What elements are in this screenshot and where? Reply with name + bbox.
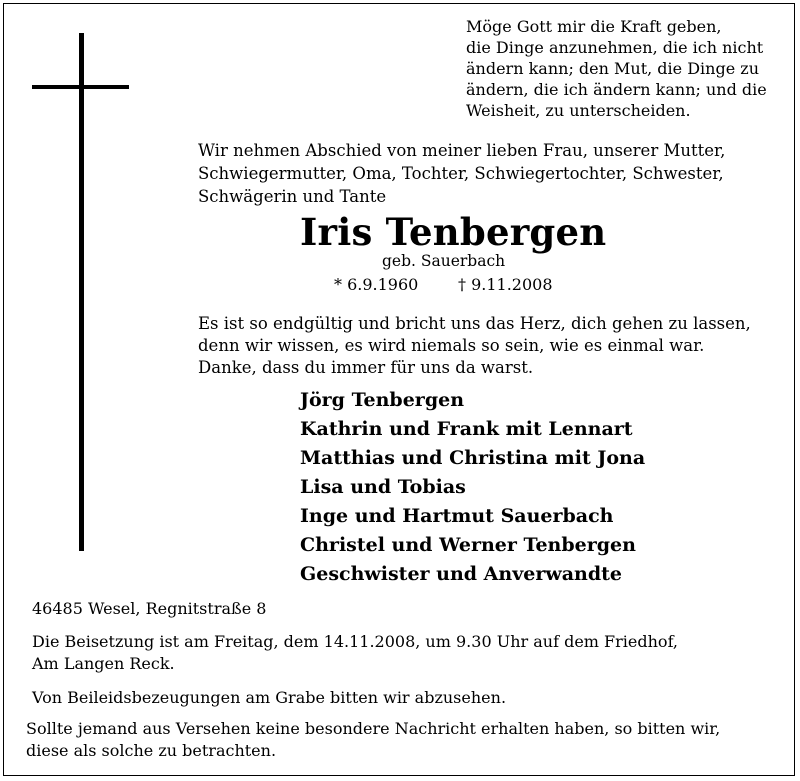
message-line: Es ist so endgültig und bricht uns das Herz, dich gehen zu lassen, [198, 314, 751, 333]
mourner-entry: Lisa und Tobias [300, 476, 466, 498]
funeral-line: Die Beisetzung ist am Freitag, dem 14.11.2008, um 9.30 Uhr auf dem Friedhof, [32, 632, 678, 651]
funeral-line: Am Langen Reck. [32, 654, 175, 673]
intro-line: Schwägerin und Tante [198, 187, 387, 206]
mourner-entry: Christel und Werner Tenbergen [300, 534, 636, 556]
mourner-entry: Kathrin und Frank mit Lennart [300, 418, 633, 440]
message-line: Danke, dass du immer für uns da warst. [198, 358, 534, 377]
message-line: denn wir wissen, es wird niemals so sein, wie es einmal war. [198, 336, 705, 355]
quote-line: Möge Gott mir die Kraft geben, [466, 17, 722, 36]
deceased-name: Iris Tenbergen [300, 210, 607, 254]
mourner-entry: Matthias und Christina mit Jona [300, 447, 646, 469]
notice-line: diese als solche zu betrachten. [26, 741, 277, 760]
condolence-request: Von Beileidsbezeugungen am Grabe bitten wir abzusehen. [32, 688, 507, 707]
notice-text [26, 718, 720, 762]
mourner-entry: Geschwister und Anverwandte [300, 563, 623, 585]
quote-line: ändern, die ich ändern kann; und die [466, 80, 767, 99]
mourner-entry: Inge und Hartmut Sauerbach [300, 505, 614, 527]
notice-line: Sollte jemand aus Versehen keine besondere Nachricht erhalten haben, so bitten wir, [26, 719, 721, 738]
birth-date: * 6.9.1960 [334, 275, 419, 294]
cross-horizontal-bar [32, 85, 129, 89]
farewell-intro [198, 139, 725, 208]
mourner-entry: Jörg Tenbergen [300, 389, 465, 411]
family-address: 46485 Wesel, Regnitstraße 8 [32, 599, 267, 618]
funeral-details [32, 631, 678, 675]
serenity-prayer-quote [466, 16, 786, 121]
maiden-name: geb. Sauerbach [382, 252, 506, 270]
mourners-list [300, 386, 645, 589]
intro-line: Wir nehmen Abschied von meiner lieben Frau, unserer Mutter, [198, 141, 726, 160]
quote-line: Weisheit, zu unterscheiden. [466, 101, 691, 120]
death-date: † 9.11.2008 [458, 275, 553, 294]
quote-line: ändern kann; den Mut, die Dinge zu [466, 59, 759, 78]
farewell-message [198, 313, 751, 379]
intro-line: Schwiegermutter, Oma, Tochter, Schwiegertochter, Schwester, [198, 164, 724, 183]
cross-vertical-bar [79, 33, 84, 551]
quote-line: die Dinge anzunehmen, die ich nicht [466, 38, 764, 57]
